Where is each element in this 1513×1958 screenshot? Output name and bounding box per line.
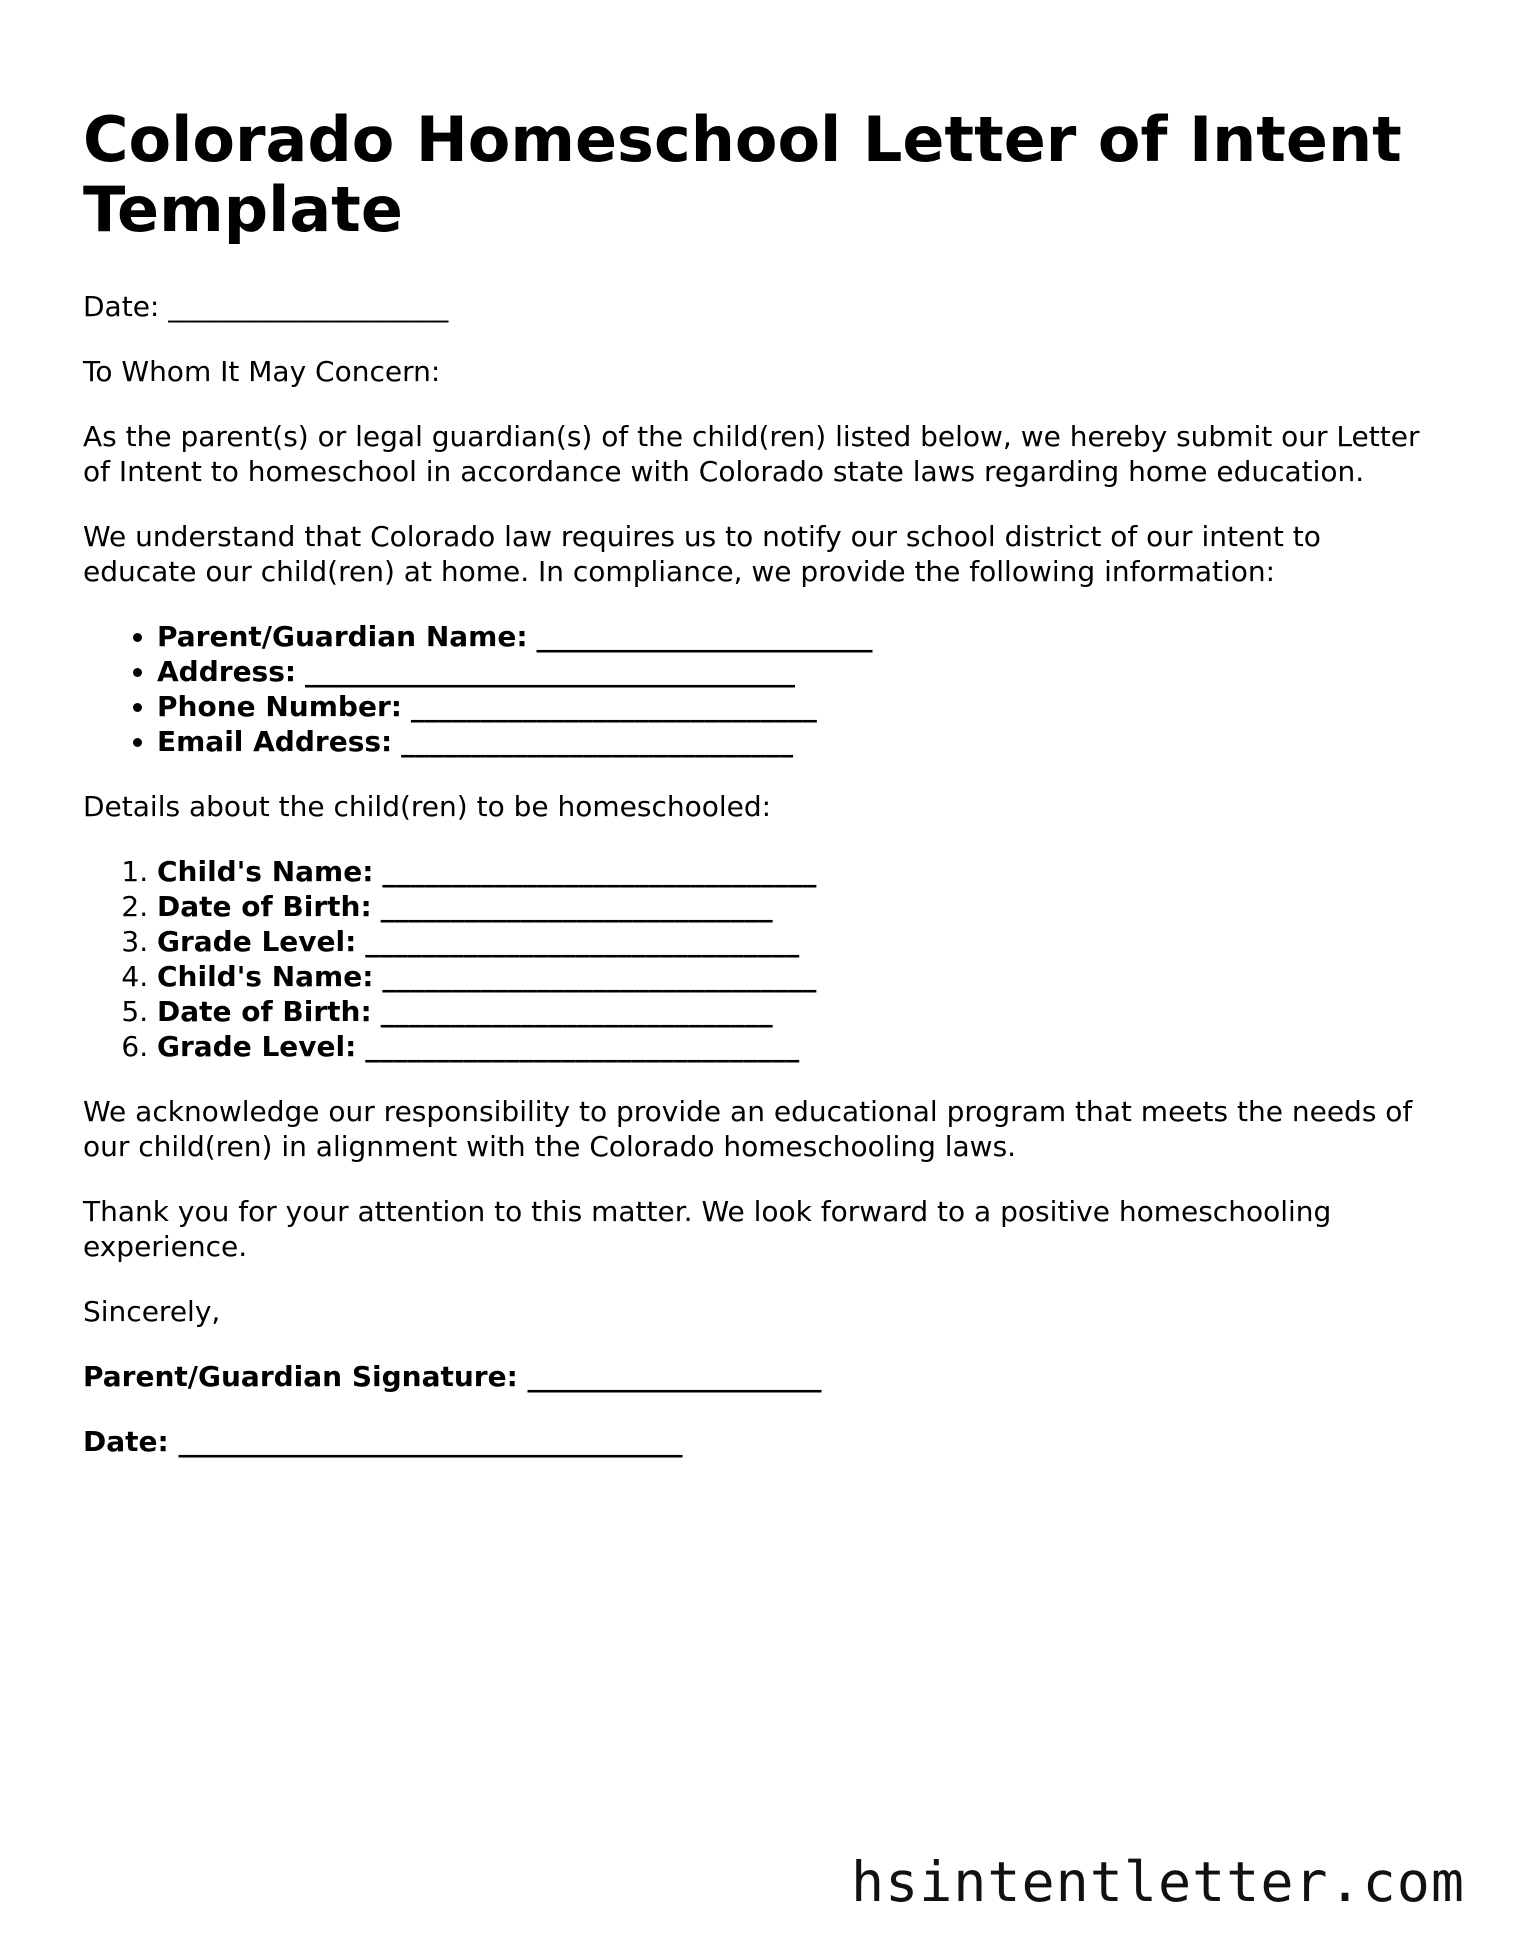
list-item bbox=[157, 854, 1423, 889]
date-of-birth-label: Date of Birth: bbox=[157, 890, 372, 923]
list-item bbox=[157, 1029, 1423, 1064]
child-name-blank[interactable]: _______________________________ bbox=[382, 960, 817, 993]
list-item bbox=[157, 689, 1423, 724]
child-name-blank[interactable]: _______________________________ bbox=[382, 855, 817, 888]
signature-blank[interactable]: _____________________ bbox=[527, 1360, 822, 1393]
signature-date-line bbox=[83, 1424, 1423, 1459]
parent-name-label: Parent/Guardian Name: bbox=[157, 620, 528, 653]
grade-level-blank[interactable]: _______________________________ bbox=[365, 1030, 800, 1063]
grade-level-label: Grade Level: bbox=[157, 1030, 357, 1063]
greeting: To Whom It May Concern: bbox=[83, 355, 441, 388]
date-label: Date: bbox=[83, 290, 160, 323]
list-item bbox=[157, 724, 1423, 759]
list-item bbox=[157, 889, 1423, 924]
watermark-text: hsintentletter.com bbox=[850, 1850, 1465, 1914]
list-item bbox=[157, 924, 1423, 959]
date-blank[interactable]: ____________________ bbox=[168, 290, 449, 323]
child-info-list bbox=[83, 854, 1423, 1064]
date-of-birth-label: Date of Birth: bbox=[157, 995, 372, 1028]
signature-line bbox=[83, 1359, 1423, 1394]
phone-blank[interactable]: _____________________________ bbox=[410, 690, 817, 723]
law-paragraph: We understand that Colorado law requires us to notify our school district of our intent to educate our child(ren) at home. In compliance, we provide the following information: bbox=[83, 520, 1321, 588]
address-blank[interactable]: ___________________________________ bbox=[305, 655, 795, 688]
signature-label: Parent/Guardian Signature: bbox=[83, 1360, 518, 1393]
date-of-birth-blank[interactable]: ____________________________ bbox=[380, 995, 773, 1028]
intro-paragraph: As the parent(s) or legal guardian(s) of the child(ren) listed below, we hereby submit our Letter of Intent to homeschool in accordance with Colorado state laws regarding home education. bbox=[83, 420, 1420, 488]
address-label: Address: bbox=[157, 655, 297, 688]
grade-level-label: Grade Level: bbox=[157, 925, 357, 958]
parent-info-list bbox=[83, 619, 1423, 759]
children-heading: Details about the child(ren) to be homeschooled: bbox=[83, 790, 772, 823]
parent-name-blank[interactable]: ________________________ bbox=[536, 620, 873, 653]
date-of-birth-blank[interactable]: ____________________________ bbox=[380, 890, 773, 923]
email-label: Email Address: bbox=[157, 725, 393, 758]
document-page bbox=[83, 105, 1423, 1459]
signature-date-blank[interactable]: ____________________________________ bbox=[178, 1425, 683, 1458]
email-blank[interactable]: ____________________________ bbox=[401, 725, 794, 758]
list-item bbox=[157, 994, 1423, 1029]
closing: Sincerely, bbox=[83, 1295, 221, 1328]
list-item bbox=[157, 654, 1423, 689]
signature-date-label: Date: bbox=[83, 1425, 169, 1458]
grade-level-blank[interactable]: _______________________________ bbox=[365, 925, 800, 958]
acknowledgement-paragraph: We acknowledge our responsibility to provide an educational program that meets the needs of our child(ren) in alignment with the Colorado homeschooling laws. bbox=[83, 1095, 1413, 1163]
thanks-paragraph: Thank you for your attention to this matter. We look forward to a positive homeschooling experience. bbox=[83, 1195, 1332, 1263]
list-item bbox=[157, 619, 1423, 654]
list-item bbox=[157, 959, 1423, 994]
page-title: Colorado Homeschool Letter of Intent Template bbox=[83, 103, 1402, 246]
date-line bbox=[83, 289, 1423, 324]
child-name-label: Child's Name: bbox=[157, 960, 374, 993]
phone-label: Phone Number: bbox=[157, 690, 402, 723]
child-name-label: Child's Name: bbox=[157, 855, 374, 888]
